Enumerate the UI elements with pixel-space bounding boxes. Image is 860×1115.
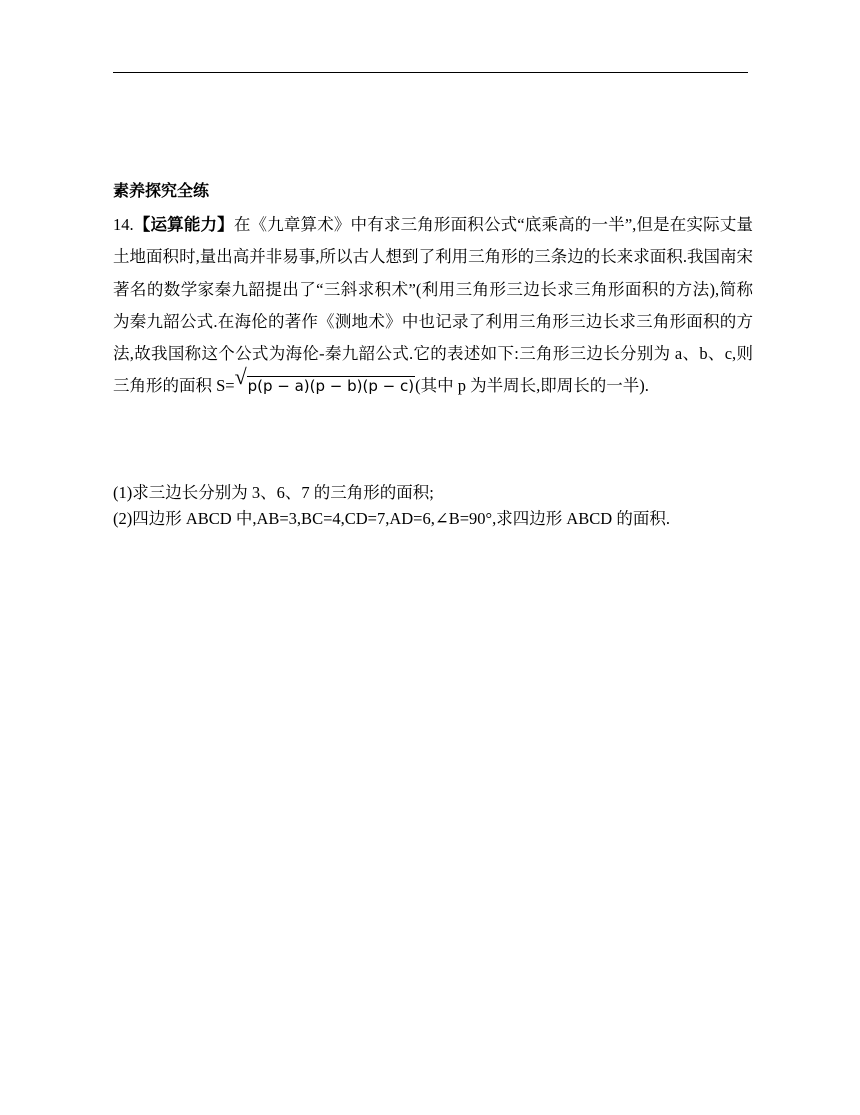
problem-14 — [113, 209, 753, 403]
competency-tag: 【运算能力】 — [133, 215, 234, 234]
problem-number: 14. — [113, 215, 134, 234]
problem-text-before-formula: 在《九章算术》中有求三角形面积公式“底乘高的一半”,但是在实际丈量土地面积时,量出高并非易事,所以古人想到了利用三角形的三条边的长来求面积.我国南宋著名的数学家秦九韶提出了“三斜求积术”(利用三角形三边长求三角形面积的方法),简称为秦九韶公式.在海伦的著作《测地术》中也记录了利用三角形三边长求三角形面积的方法,故我国称这个公式为海伦-秦九韶公式.它的表述如下:三角形三边长分别为 a、b、c,则三角形的面积 S= — [113, 215, 753, 396]
problem-part-2: (2)四边形 ABCD 中,AB=3,BC=4,CD=7,AD=6,∠B=90°,求四边形 ABCD 的面积. — [113, 508, 670, 528]
formula-radicand: p(p − a)(p − b)(p − c) — [247, 377, 415, 396]
problem-parts — [113, 480, 753, 531]
section-title: 素养探究全练 — [113, 181, 210, 200]
header-rule — [113, 72, 748, 73]
radical-sign: √ — [234, 364, 247, 390]
problem-text-after-formula: (其中 p 为半周长,即周长的一半). — [415, 376, 649, 396]
heron-formula — [234, 364, 415, 402]
problem-part-1: (1)求三边长分别为 3、6、7 的三角形的面积; — [113, 483, 434, 502]
